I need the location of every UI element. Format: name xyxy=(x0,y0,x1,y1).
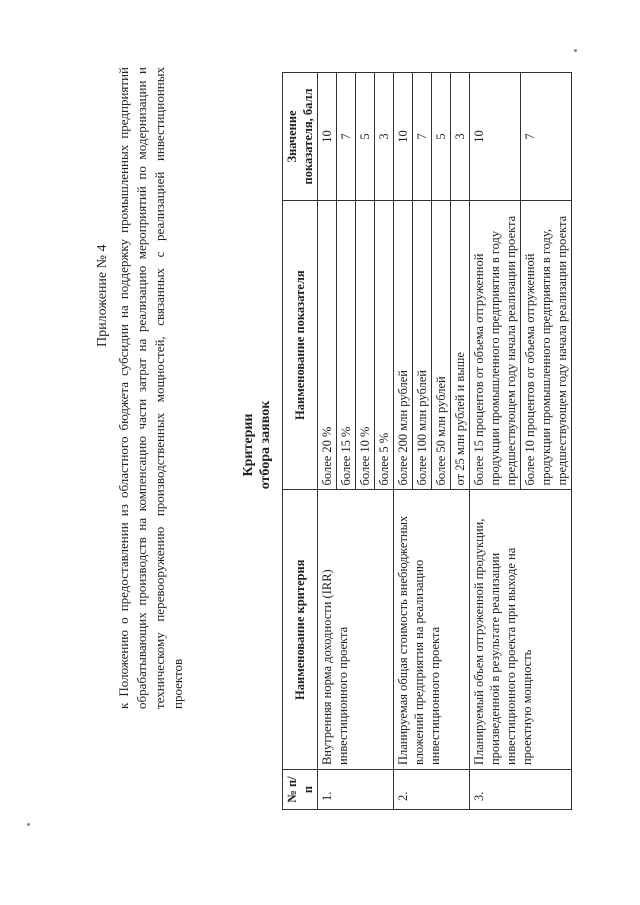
criteria-table xyxy=(282,72,572,810)
indicator-cell: более 200 млн рублей xyxy=(394,200,413,490)
value-cell: 5 xyxy=(432,73,451,201)
indicator-cell: более 50 млн рублей xyxy=(432,200,451,490)
indicator-cell: более 20 % xyxy=(318,200,337,490)
value-cell: 3 xyxy=(375,73,394,201)
indicator-cell: более 10 % xyxy=(356,200,375,490)
indicator-cell: более 10 процентов от объема отгруженной продукции промышленного предприятия в году, предшествующем году начала реализации проекта xyxy=(521,200,572,490)
appendix-body: к Положению о предоставлении из областного бюджета субсидии на поддержку промышленных предприятий обрабатывающих производств на компенсацию части затрат на реализацию мероприятий по модернизации и техническому перевооружению производственных мощностей, связанных с реализацией инвестиционных проектов xyxy=(116,67,185,709)
value-cell: 7 xyxy=(521,73,572,201)
header-criterion: Наименование критерия xyxy=(283,490,318,770)
scan-speck xyxy=(27,823,30,826)
criterion-name: Внутренняя норма доходности (IRR) инвестиционного проекта xyxy=(318,490,394,770)
indicator-cell: более 100 млн рублей xyxy=(413,200,432,490)
header-value: Значение показателя, балл xyxy=(283,73,318,201)
value-cell: 7 xyxy=(413,73,432,201)
criterion-name: Планируемый объем отгруженной продукции, произведенной в результате реализации инвестиционного проекта при выходе на проектную мощность xyxy=(470,490,572,770)
table-row xyxy=(318,73,337,810)
appendix-title: Приложение № 4 xyxy=(95,244,110,347)
criterion-num: 3. xyxy=(470,770,572,810)
criterion-num: 2. xyxy=(394,770,470,810)
table-row xyxy=(394,73,413,810)
value-cell: 10 xyxy=(470,73,521,201)
indicator-cell: более 15 % xyxy=(337,200,356,490)
value-cell: 10 xyxy=(318,73,337,201)
value-cell: 10 xyxy=(394,73,413,201)
indicator-cell: более 15 процентов от объема отгруженной продукции промышленного предприятия в году предшествующем году начала реализации проекта xyxy=(470,200,521,490)
value-cell: 5 xyxy=(356,73,375,201)
criteria-heading xyxy=(240,380,274,510)
header-num: № п/п xyxy=(283,770,318,810)
criterion-num: 1. xyxy=(318,770,394,810)
value-cell: 3 xyxy=(451,73,470,201)
criterion-name: Планируемая общая стоимость внебюджетных вложений предприятия на реализацию инвестиционного проекта xyxy=(394,490,470,770)
table-header-row xyxy=(283,73,318,810)
table-row xyxy=(470,73,521,810)
criteria-heading-line2: отбора заявок xyxy=(258,400,273,490)
header-indicator: Наименование показателя xyxy=(283,200,318,490)
indicator-cell: от 25 млн рублей и выше xyxy=(451,200,470,490)
criteria-heading-line1: Критерии xyxy=(241,413,256,477)
scan-speck xyxy=(574,49,577,52)
indicator-cell: более 5 % xyxy=(375,200,394,490)
value-cell: 7 xyxy=(337,73,356,201)
